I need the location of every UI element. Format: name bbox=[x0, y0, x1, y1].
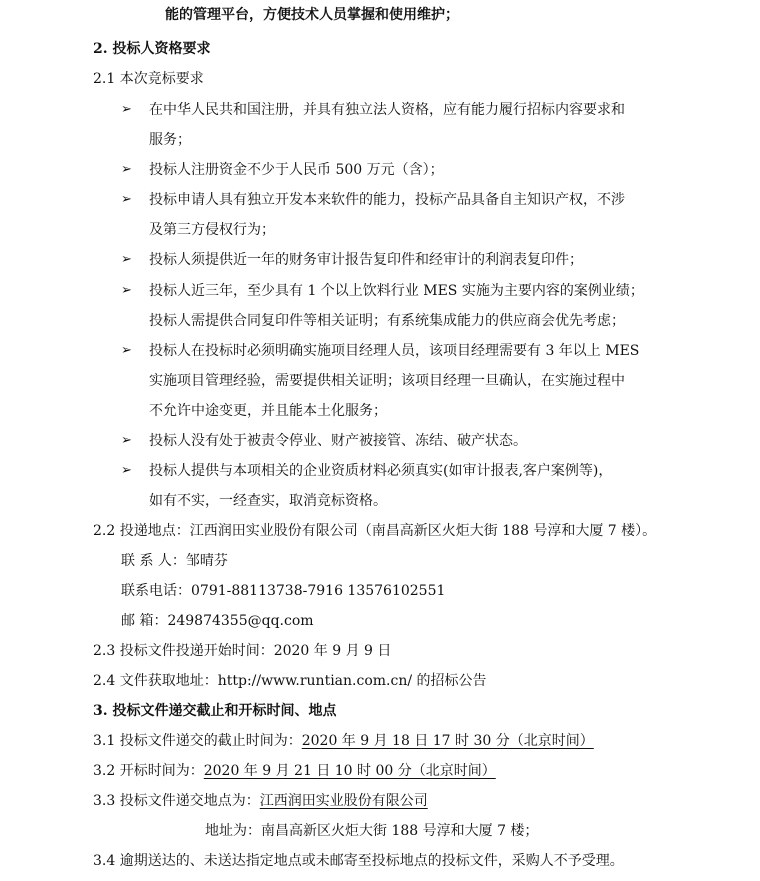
section-2-1-heading: 2.1 本次竞标要求 bbox=[93, 71, 204, 87]
requirement-8-line-1: 投标人提供与本项相关的企业资质材料必须真实(如审计报表,客户案例等)， bbox=[149, 463, 613, 479]
contact-person: 联 系 人：邹晴芬 bbox=[121, 553, 228, 569]
requirement-1-line-2: 服务； bbox=[149, 132, 191, 148]
section-2-4-label: 2.4 文件获取地址： bbox=[93, 673, 218, 689]
section-3-3-label: 3.3 投标文件递交地点为： bbox=[93, 793, 260, 809]
requirement-3-line-1: 投标申请人具有独立开发本来软件的能力，投标产品具备自主知识产权，不涉 bbox=[149, 192, 625, 208]
section-3-3-value: 江西润田实业股份有限公司 bbox=[259, 793, 428, 809]
requirement-6-line-1: 投标人在投标时必须明确实施项目经理人员，该项目经理需要有 3 年以上 MES bbox=[149, 343, 640, 359]
section-3-4-late-submission: 3.4 逾期送达的、未送达指定地点或未邮寄至投标地点的投标文件，采购人不予受理。 bbox=[93, 853, 624, 869]
section-3-1-value: 2020 年 9 月 18 日 17 时 30 分（北京时间） bbox=[301, 733, 594, 749]
bullet-arrow-icon: ➢ bbox=[121, 433, 132, 448]
section-2-4-file-address bbox=[93, 672, 487, 690]
submission-address: 地址为：南昌高新区火炬大街 188 号淳和大厦 7 楼； bbox=[205, 823, 539, 839]
requirement-3-line-2: 及第三方侵权行为； bbox=[149, 222, 275, 238]
bullet-arrow-icon: ➢ bbox=[121, 162, 132, 177]
bullet-arrow-icon: ➢ bbox=[121, 283, 132, 298]
requirement-4: 投标人须提供近一年的财务审计报告复印件和经审计的利润表复印件； bbox=[149, 252, 583, 268]
section-3-2-label: 3.2 开标时间为： bbox=[93, 763, 204, 779]
section-2-2-delivery-location: 2.2 投递地点：江西润田实业股份有限公司（南昌高新区火炬大街 188 号淳和大厦 7 楼）。 bbox=[93, 523, 657, 539]
section-3-2-value: 2020 年 9 月 21 日 10 时 00 分（北京时间） bbox=[203, 763, 496, 779]
section-3-3-submission-place bbox=[93, 792, 428, 810]
bullet-arrow-icon: ➢ bbox=[121, 463, 132, 478]
section-3-1-deadline bbox=[93, 732, 594, 750]
runtian-website-link[interactable]: http://www.runtian.com.cn/ bbox=[217, 673, 413, 689]
requirement-7: 投标人没有处于被责令停业、财产被接管、冻结、破产状态。 bbox=[149, 433, 527, 449]
bullet-arrow-icon: ➢ bbox=[121, 192, 132, 207]
section-2-heading: 2. 投标人资格要求 bbox=[93, 41, 211, 57]
requirement-6-line-3: 不允许中途变更，并且能本土化服务； bbox=[149, 403, 387, 419]
requirement-1-line-1: 在中华人民共和国注册，并具有独立法人资格，应有能力履行招标内容要求和 bbox=[149, 102, 625, 118]
bullet-arrow-icon: ➢ bbox=[121, 102, 132, 117]
section-2-3-start-time: 2.3 投标文件投递开始时间：2020 年 9 月 9 日 bbox=[93, 643, 392, 659]
section-2-4-suffix: 的招标公告 bbox=[412, 673, 487, 689]
section-3-heading: 3. 投标文件递交截止和开标时间、地点 bbox=[93, 703, 337, 719]
intro-tail-text: 能的管理平台，方便技术人员掌握和使用维护； bbox=[165, 7, 459, 23]
bullet-arrow-icon: ➢ bbox=[121, 252, 132, 267]
bullet-arrow-icon: ➢ bbox=[121, 343, 132, 358]
contact-email: 邮 箱：249874355@qq.com bbox=[121, 613, 314, 629]
requirement-6-line-2: 实施项目管理经验，需要提供相关证明；该项目经理一旦确认，在实施过程中 bbox=[149, 373, 625, 389]
contact-phone: 联系电话：0791-88113738-7916 13576102551 bbox=[121, 583, 446, 599]
section-3-1-label: 3.1 投标文件递交的截止时间为： bbox=[93, 733, 302, 749]
requirement-5-line-2: 投标人需提供合同复印件等相关证明；有系统集成能力的供应商会优先考虑； bbox=[149, 313, 625, 329]
requirement-8-line-2: 如有不实，一经查实，取消竞标资格。 bbox=[149, 493, 387, 509]
requirement-2: 投标人注册资金不少于人民币 500 万元（含）； bbox=[149, 162, 444, 178]
requirement-5-line-1: 投标人近三年，至少具有 1 个以上饮料行业 MES 实施为主要内容的案例业绩； bbox=[149, 283, 644, 299]
section-3-2-opening-time bbox=[93, 762, 496, 780]
